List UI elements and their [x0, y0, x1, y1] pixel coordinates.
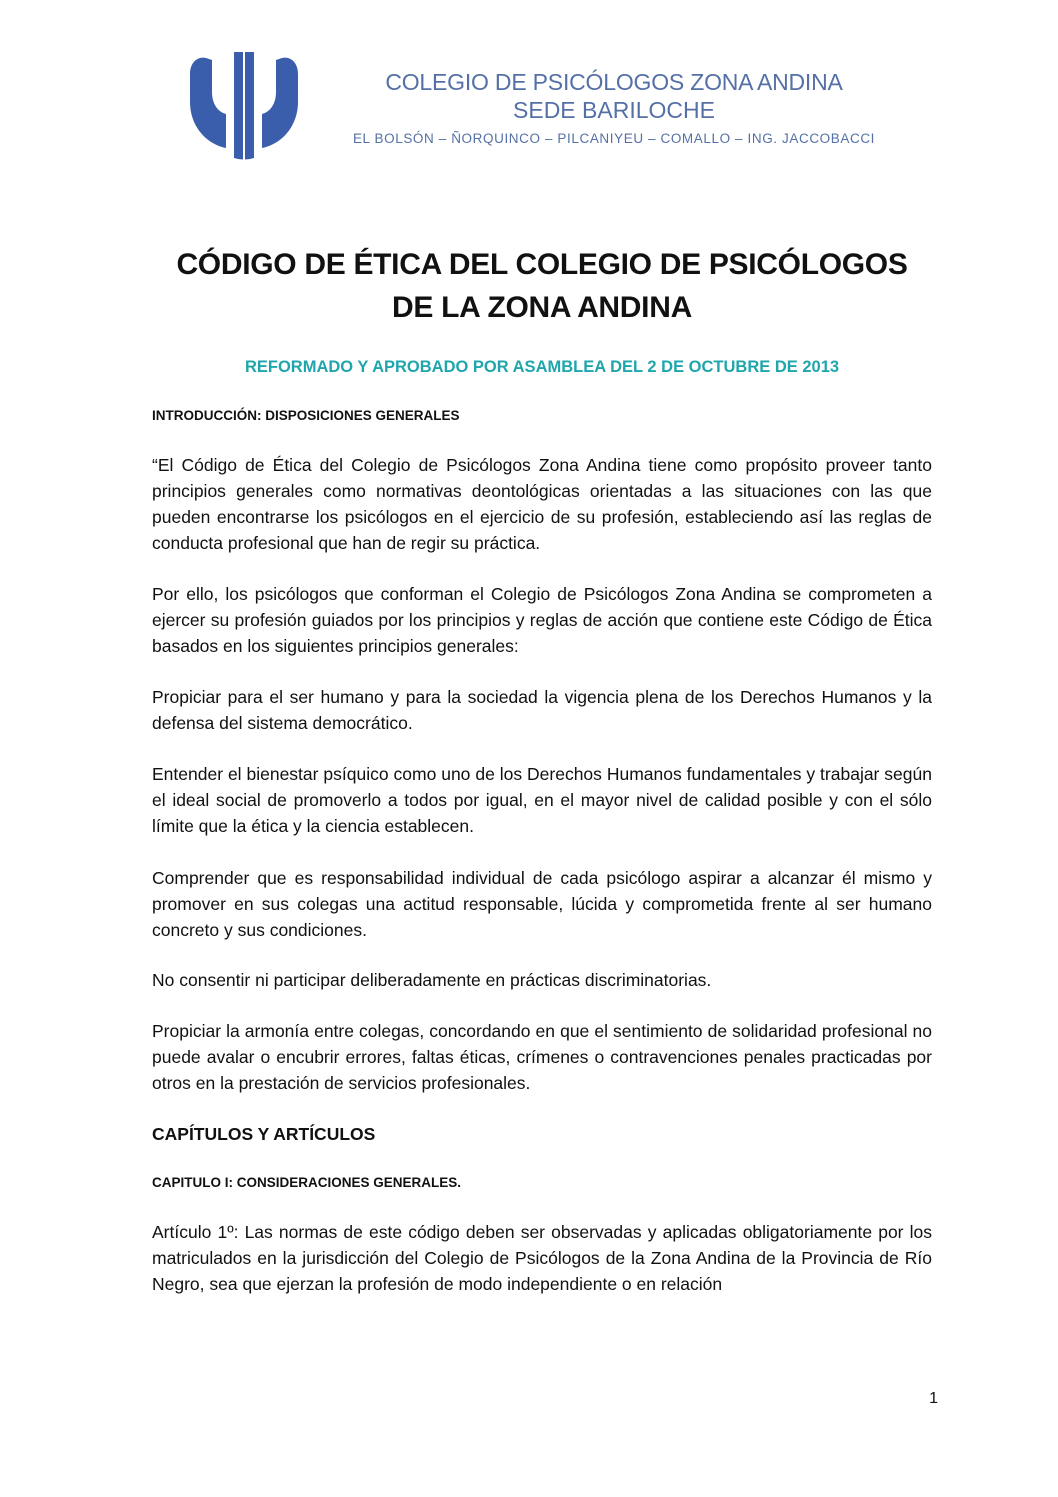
- psi-logo-icon: [186, 52, 302, 160]
- page-number: 1: [929, 1390, 938, 1407]
- document-title-line1: CÓDIGO DE ÉTICA DEL COLEGIO DE PSICÓLOGOS: [176, 248, 908, 281]
- organization-towns: EL BOLSÓN – ÑORQUINCO – PILCANIYEU – COMALLO – ING. JACCOBACCI: [352, 131, 876, 146]
- paragraph: Por ello, los psicólogos que conforman el Colegio de Psicólogos Zona Andina se comprometen a ejercer su profesión guiados por los principios y reglas de acción que contiene este Código de Ética basados en los siguientes principios generales:: [152, 584, 932, 656]
- paragraph: Propiciar para el ser humano y para la sociedad la vigencia plena de los Derechos Humanos y la defensa del sistema democrático.: [152, 687, 932, 733]
- paragraph: No consentir ni participar deliberadamente en prácticas discriminatorias.: [152, 970, 712, 990]
- organization-name: COLEGIO DE PSICÓLOGOS ZONA ANDINA: [385, 69, 843, 95]
- intro-heading: INTRODUCCIÓN: DISPOSICIONES GENERALES: [152, 408, 460, 423]
- chapters-heading: CAPÍTULOS Y ARTÍCULOS: [152, 1124, 376, 1144]
- article1-paragraph: Artículo 1º: Las normas de este código deben ser observadas y aplicadas obligatoriamente por los matriculados en la jurisdicción del Colegio de Psicólogos de la Zona Andina de la Provincia de Río Negro, sea que ejerzan la profesión de modo independiente o en relación: [152, 1222, 932, 1294]
- paragraph: Entender el bienestar psíquico como uno de los Derechos Humanos fundamentales y trabajar según el ideal social de promoverlo a todos por igual, en el mayor nivel de calidad posible y con el sólo límite que la ética y la ciencia establecen.: [152, 764, 932, 836]
- organization-seat: SEDE BARILOCHE: [513, 97, 715, 123]
- chapter1-heading: CAPITULO I: CONSIDERACIONES GENERALES.: [152, 1175, 462, 1190]
- document-title-line2: DE LA ZONA ANDINA: [392, 291, 692, 324]
- paragraph: Comprender que es responsabilidad individual de cada psicólogo aspirar a alcanzar él mismo y promover en sus colegas una actitud responsable, lúcida y comprometida frente al ser humano concreto y sus condiciones.: [152, 868, 932, 940]
- paragraph: “El Código de Ética del Colegio de Psicólogos Zona Andina tiene como propósito proveer tanto principios generales como normativas deontológicas orientadas a las situaciones con las que pueden encontrarse los psicólogos en el ejercicio de su profesión, estableciendo así las reglas de conducta profesional que han de regir su práctica.: [152, 455, 932, 553]
- document-title: [120, 243, 964, 329]
- letterhead: [186, 52, 886, 164]
- organization-block: [344, 68, 884, 148]
- paragraph: Propiciar la armonía entre colegas, concordando en que el sentimiento de solidaridad profesional no puede avalar o encubrir errores, faltas éticas, crímenes o contravenciones penales practicadas por otros en la prestación de servicios profesionales.: [152, 1021, 932, 1093]
- document-subtitle: REFORMADO Y APROBADO POR ASAMBLEA DEL 2 DE OCTUBRE DE 2013: [244, 358, 840, 376]
